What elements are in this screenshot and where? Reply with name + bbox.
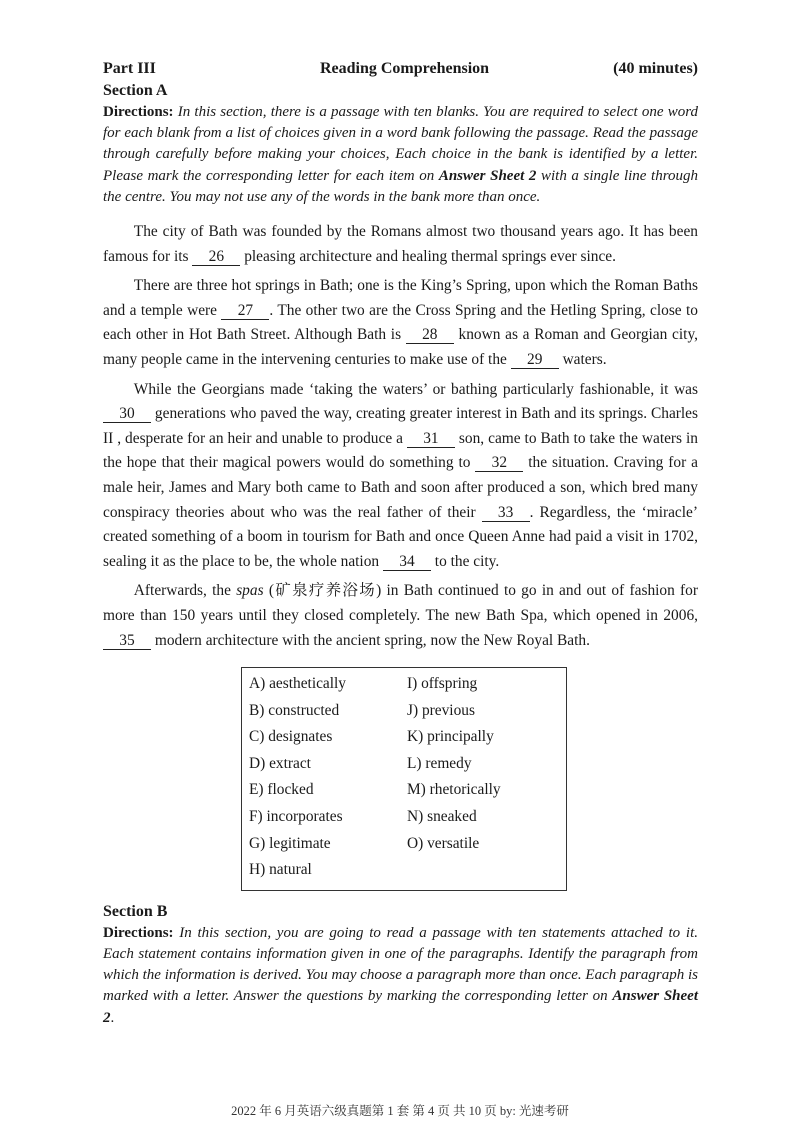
- section-a-directions: [103, 102, 698, 208]
- word-option: K) principally: [407, 728, 494, 746]
- blank-33: 33: [482, 505, 530, 522]
- directions-label: Directions:: [103, 924, 174, 941]
- blank-29: 29: [511, 352, 559, 369]
- text: There are three hot springs in Bath; one is the King’s Spring, upon which the Roman Baths and a temple were: [103, 277, 698, 319]
- text: known as a Roman and Georgian city, many people came in the intervening centuries to make use of the: [103, 326, 698, 368]
- part-label: Part III: [103, 60, 156, 77]
- word-option: M) rhetorically: [407, 781, 501, 799]
- word-option: O) versatile: [407, 834, 480, 852]
- text: to the city.: [430, 552, 500, 570]
- passage-paragraph-1: [103, 220, 698, 269]
- word-option: L) remedy: [407, 754, 472, 772]
- section-a-title: Section A: [103, 82, 168, 99]
- blank-27: 27: [221, 303, 269, 320]
- blank-26: 26: [192, 249, 240, 266]
- text: . Regardless, the ‘miracle’ created something of a boom in tourism for Bath and once Queen Anne had paid a visit in 1702, sealing it as the place to be, the whole nation: [103, 503, 698, 570]
- word-option: B) constructed: [249, 701, 340, 719]
- blank-31: 31: [407, 431, 455, 448]
- blank-32: 32: [475, 455, 523, 472]
- part-time: (40 minutes): [613, 60, 698, 77]
- word-option: J) previous: [407, 701, 475, 719]
- word-option: C) designates: [249, 728, 333, 746]
- word-option: F) incorporates: [249, 808, 343, 826]
- passage-paragraph-3: [103, 378, 698, 575]
- text: While the Georgians made ‘taking the waters’ or bathing particularly fashionable, it was: [133, 380, 698, 398]
- directions-text: In this section, you are going to read a passage with ten statements attached to it. Each statement contains information given in one of the paragraphs. Identify the paragraph from which the information is derived. You may choose a paragraph more than once. Each paragraph is marked with a letter. Answer the questions by marking the corresponding letter on: [103, 924, 698, 1005]
- directions-text: .: [110, 1009, 115, 1026]
- answer-sheet-ref: Answer Sheet 2: [438, 167, 537, 184]
- text: (矿泉疗养浴场) in Bath continued to go in and out of fashion for more than 150 years until they closed completely. The new Bath Spa, which opened in 2006,: [103, 582, 699, 624]
- text: generations who paved the way, creating greater interest in Bath and its springs. Charles II , desperate for an heir and unable to produce a: [103, 405, 698, 447]
- text: son, came to Bath to take the waters in the hope that their magical powers would do something to: [103, 429, 698, 472]
- text: . The other two are the Cross Spring and the Hetling Spring, close to each other in Hot Bath Street. Although Bath is: [103, 301, 698, 344]
- directions-text: with a single line through the centre. You may not use any of the words in the bank more than once.: [103, 167, 698, 205]
- word-option: A) aesthetically: [249, 675, 347, 693]
- blank-28: 28: [406, 327, 454, 344]
- italic-term: spas: [236, 582, 264, 600]
- text: the situation. Craving for a male heir, James and Mary both came to Bath and soon after produced a son, which bred many conspiracy theories about who was the real father of their: [103, 454, 698, 521]
- word-option: D) extract: [249, 754, 311, 772]
- word-option: H) natural: [249, 861, 312, 879]
- blank-30: 30: [103, 406, 151, 423]
- word-bank: [241, 667, 567, 891]
- directions-label: Directions:: [103, 104, 174, 120]
- answer-sheet-ref: Answer Sheet 2: [103, 988, 698, 1026]
- passage-paragraph-2: [103, 274, 698, 372]
- blank-35: 35: [103, 633, 151, 650]
- text: waters.: [558, 350, 607, 368]
- word-option: E) flocked: [249, 781, 314, 799]
- passage-paragraph-4: [103, 579, 698, 653]
- page-footer: 2022 年 6 月英语六级真题第 1 套 第 4 页 共 10 页 by: 光速考研: [231, 1104, 569, 1118]
- word-option: G) legitimate: [249, 834, 331, 852]
- text: The city of Bath was founded by the Romans almost two thousand years ago. It has been famous for its: [103, 223, 698, 265]
- section-b-title: Section B: [103, 902, 168, 920]
- text: pleasing architecture and healing thermal springs ever since.: [240, 247, 616, 265]
- text: Afterwards, the: [133, 582, 237, 600]
- part-header: [103, 58, 698, 80]
- word-option: N) sneaked: [407, 808, 477, 826]
- section-b-directions: [103, 923, 698, 1029]
- blank-34: 34: [383, 554, 431, 571]
- exam-page: [103, 58, 698, 1029]
- directions-text: In this section, there is a passage with ten blanks. You are required to select one word for each blank from a list of choices given in a word bank following the passage. Read the passage through carefully before making your choices, Each choice in the bank is identified by a letter. Please mark the corresponding letter for each item on: [103, 104, 698, 184]
- part-title: Reading Comprehension: [319, 60, 490, 77]
- word-option: I) offspring: [407, 675, 478, 693]
- text: modern architecture with the ancient spring, now the New Royal Bath.: [151, 631, 590, 649]
